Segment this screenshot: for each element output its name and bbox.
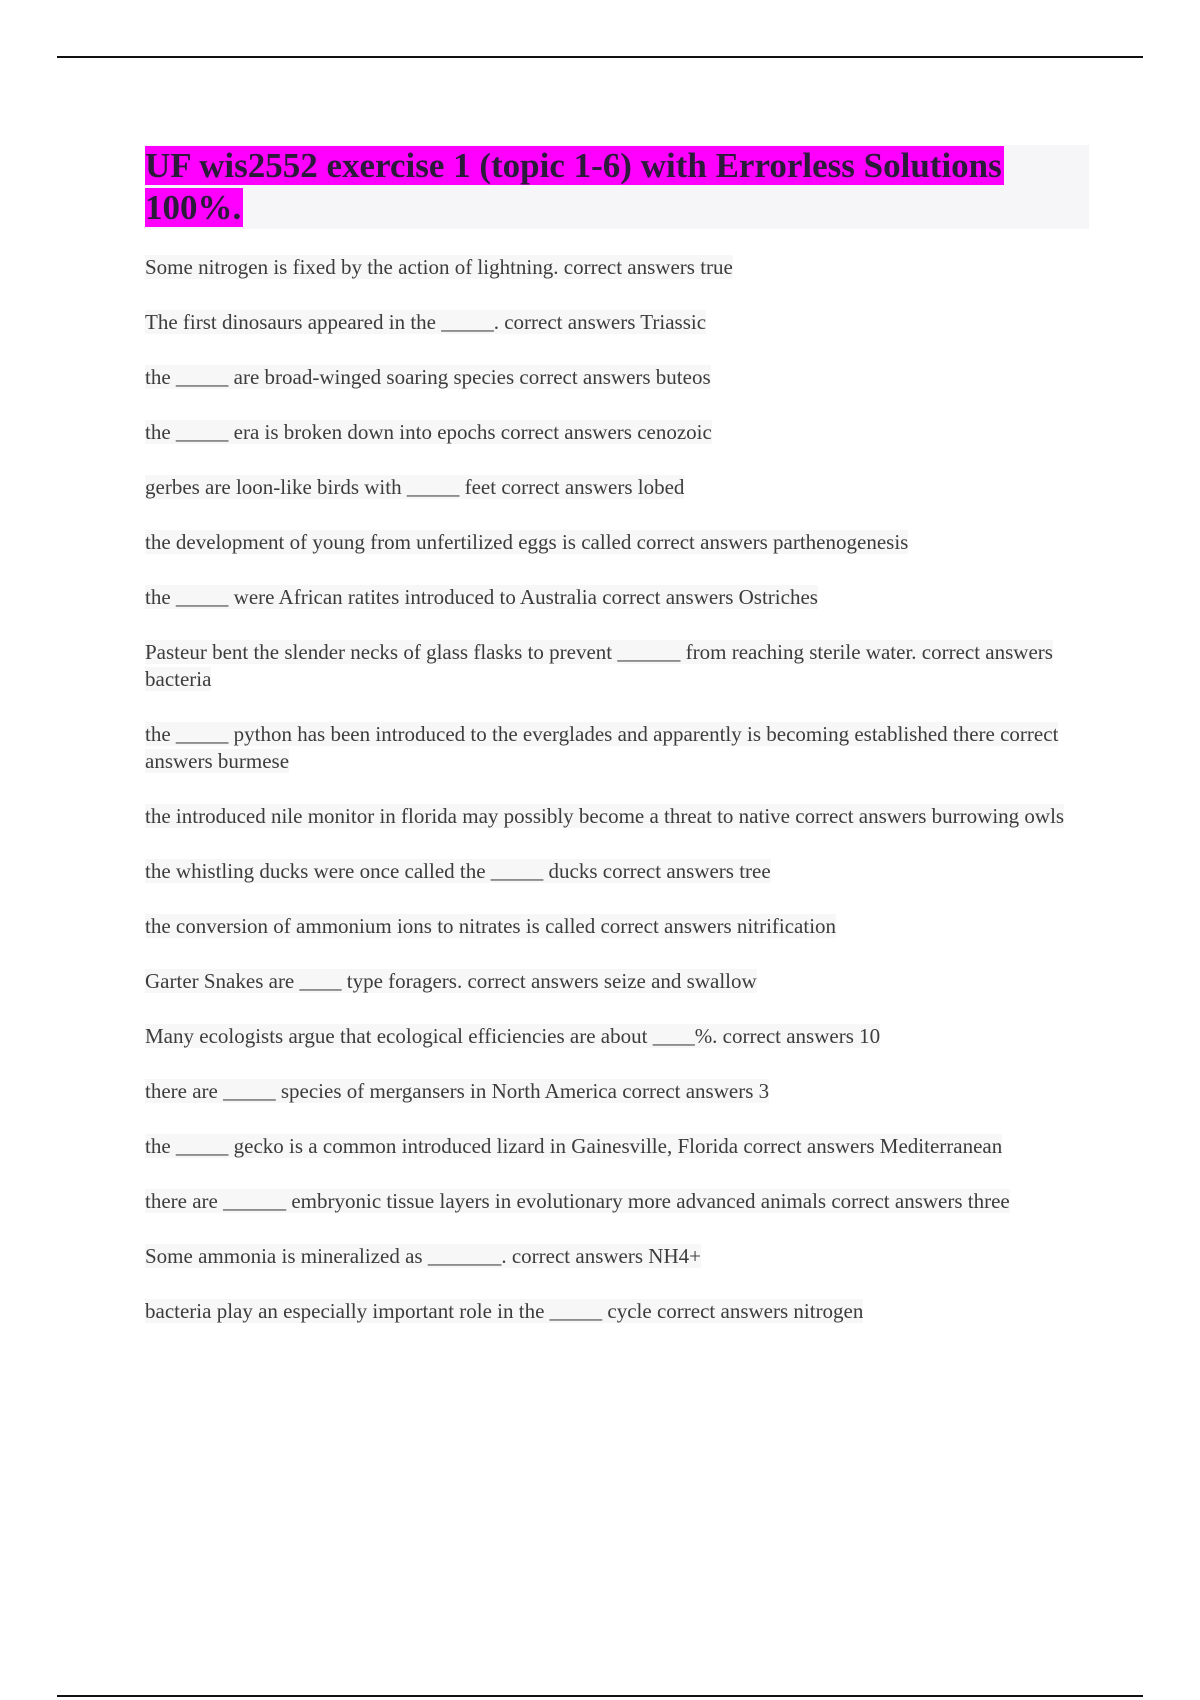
qa-item: the whistling ducks were once called the _____ ducks correct answers tree [145,859,771,883]
qa-item: Some nitrogen is fixed by the action of lightning. correct answers true [145,255,733,279]
qa-item: the development of young from unfertilized eggs is called correct answers parthenogenesis [145,530,909,554]
qa-item: gerbes are loon-like birds with _____ feet correct answers lobed [145,475,685,499]
qa-item: Some ammonia is mineralized as _______. correct answers NH4+ [145,1244,701,1268]
qa-item: the conversion of ammonium ions to nitrates is called correct answers nitrification [145,914,837,938]
qa-item: Pasteur bent the slender necks of glass flasks to prevent ______ from reaching sterile water. correct answers bacteria [145,640,1053,691]
qa-item: the _____ are broad-winged soaring species correct answers buteos [145,365,711,389]
qa-list [145,254,1089,1353]
title-block [145,145,1089,229]
qa-item: there are _____ species of mergansers in North America correct answers 3 [145,1079,770,1103]
qa-item: the introduced nile monitor in florida may possibly become a threat to native correct answers burrowing owls [145,804,1065,828]
qa-item: the _____ python has been introduced to the everglades and apparently is becoming established there correct answers burmese [145,722,1059,773]
qa-item: the _____ era is broken down into epochs correct answers cenozoic [145,420,712,444]
bottom-rule [57,1695,1143,1697]
qa-item: Garter Snakes are ____ type foragers. correct answers seize and swallow [145,969,757,993]
top-rule [57,56,1143,58]
document-title-text: UF wis2552 exercise 1 (topic 1-6) with Errorless Solutions 100%. [145,146,1002,227]
qa-item: Many ecologists argue that ecological efficiencies are about ____%. correct answers 10 [145,1024,881,1048]
document-title [145,145,1089,229]
qa-item: The first dinosaurs appeared in the _____. correct answers Triassic [145,310,707,334]
qa-item: there are ______ embryonic tissue layers in evolutionary more advanced animals correct answers three [145,1189,1010,1213]
qa-item: the _____ were African ratites introduced to Australia correct answers Ostriches [145,585,818,609]
qa-item: bacteria play an especially important role in the _____ cycle correct answers nitrogen [145,1299,864,1323]
qa-item: the _____ gecko is a common introduced lizard in Gainesville, Florida correct answers Mediterranean [145,1134,1003,1158]
